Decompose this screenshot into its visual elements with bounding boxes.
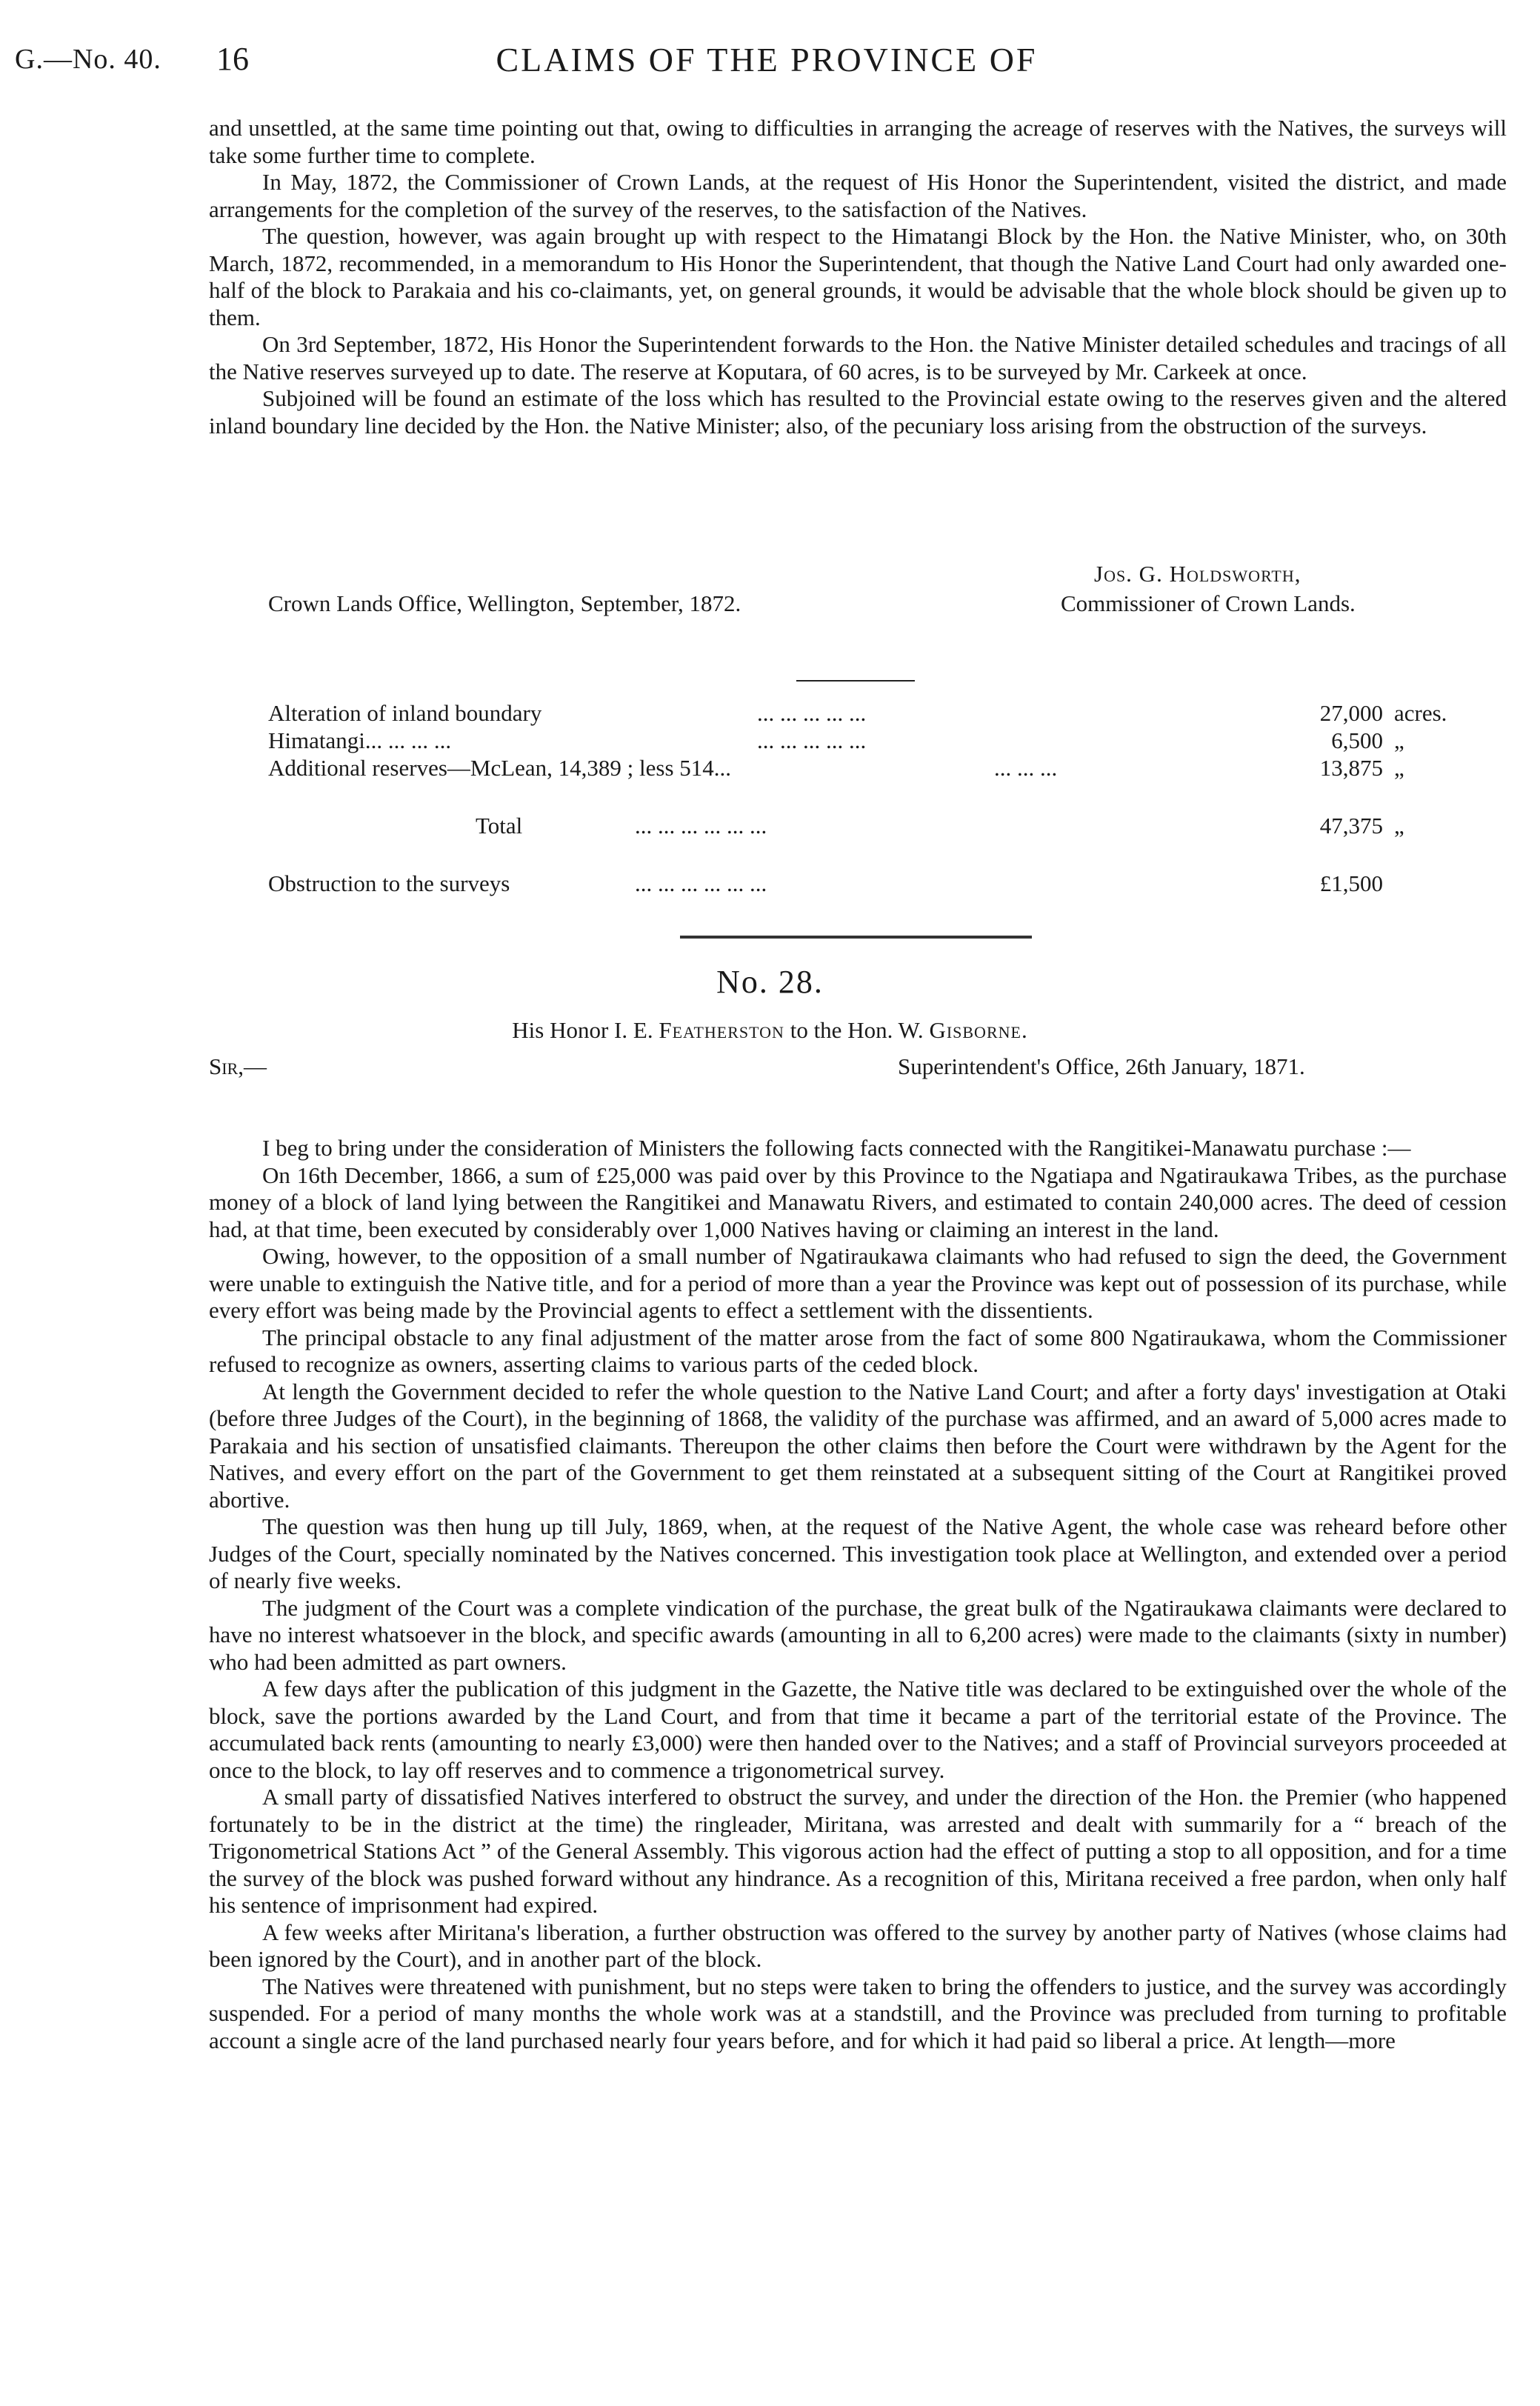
intro-text [209,115,1507,439]
salutation: Sir,— [209,1053,267,1079]
row-value: £1,500 [1319,870,1383,896]
letter-heading [0,1017,1540,1044]
row-unit: „ [1394,813,1404,839]
running-header [15,37,1519,81]
paragraph: and unsettled, at the same time pointing out that, owing to difficulties in arranging the acreage of reserves with the Natives, the surveys will take some further time to complete. [209,115,1507,168]
row-label: Himatangi... ... ... ... [268,727,452,753]
section-divider [680,936,1032,939]
row-label: Obstruction to the surveys [268,870,510,896]
from-name: Featherston [659,1017,784,1043]
paragraph: A small party of dissatisfied Natives interfered to obstruct the survey, and under the direction of the Hon. the Premier (who happened fortunately to be in the district at the time) the ringleader, Miritana, was arrested and dealt with summarily for a “ breach of the Trigonometrical Stations Act ” of the General Assembly. This vigorous action had the effect of putting a stop to all opposition, and for a time the survey of the block was pushed forward without any hindrance. As a recognition of this, Miritana received a free pardon, when only half his sentence of imprisonment had expired. [209,1784,1507,1918]
leader-dots: ... ... ... ... ... [757,727,867,753]
row-value: 27,000 [1319,700,1383,726]
row-value: 6,500 [1331,727,1383,753]
table-row [268,727,1468,757]
from-prefix: His Honor I. E. [512,1017,653,1043]
dateline: Superintendent's Office, 26th January, 1871. [898,1053,1305,1079]
table-row [268,870,1468,900]
paragraph: The question, however, was again brought up with respect to the Himatangi Block by the Hon. the Native Minister, who, on 30th March, 1872, recommended, in a memorandum to His Honor the Superintendent, that though the Native Land Court had only awarded one-half of the block to Parakaia and his co-claimants, yet, on general grounds, it would be advisable that the whole block should be given up to them. [209,223,1507,330]
paragraph: The judgment of the Court was a complete vindication of the purchase, the great bulk of the Ngatiraukawa claimants were declared to have no interest whatsoever in the block, and specific awards (amounting in all to 6,200 acres) were made to the claimants (sixty in number) who had been admitted as part owners. [209,1594,1507,1675]
running-title: CLAIMS OF THE PROVINCE OF [496,41,1038,79]
row-label: Total [476,813,523,839]
paper-reference: G.—No. 40. [15,44,161,75]
paragraph: The principal obstacle to any final adjustment of the matter arose from the fact of some 800 Ngatiraukawa, whom the Commissioner refused to recognize as owners, asserting claims to various parts of the ceded block. [209,1324,1507,1377]
table-row [268,700,1468,730]
paragraph: I beg to bring under the consideration of Ministers the following facts connected with the Rangitikei-Manawatu purchase :— [262,1135,1411,1161]
row-value: 47,375 [1319,813,1383,839]
row-label: Additional reserves—McLean, 14,389 ; less 514... [268,755,732,781]
paragraph: Owing, however, to the opposition of a small number of Ngatiraukawa claimants who had refused to sign the deed, the Government were unable to extinguish the Native title, and for a period of more than a year the Province was kept out of possession of its purchase, while every effort was being made by the Provincial agents to effect a settlement with the dissentients. [209,1243,1507,1323]
row-label: Alteration of inland boundary [268,700,542,726]
paragraph: A few days after the publication of this judgment in the Gazette, the Native title was declared to be extinguished over the whole of the block, save the portions awarded by the Land Court, and from that time it became a part of the territorial estate of the Province. The accumulated back rents (amounting to nearly £3,000) were then handed over to the Natives; and a staff of Provincial surveyors proceeded at once to the block, to lay off reserves and to commence a trigonometrical survey. [209,1676,1507,1783]
page-number: 16 [216,41,249,77]
row-unit: acres. [1394,700,1447,726]
signature-office: Crown Lands Office, Wellington, September, 1872. [268,590,741,616]
leader-dots: ... ... ... ... ... [757,700,867,726]
letter-body [209,1135,1507,2054]
paragraph: The Natives were threatened with punishment, but no steps were taken to bring the offenders to justice, and the survey was accordingly suspended. For a period of many months the whole work was at a standstill, and the Province was precluded from turning to profitable account a single acre of the land purchased nearly four years before, and for which it had paid so liberal a price. At length—more [209,1973,1507,2053]
paragraph: The question was then hung up till July, 1869, when, at the request of the Native Agent, the whole case was reheard before other Judges of the Court, specially nominated by the Natives concerned. This investigation took place at Wellington, and extended over a period of nearly five weeks. [209,1513,1507,1593]
paragraph: A few weeks after Miritana's liberation, a further obstruction was offered to the survey by another party of Natives (whose claims had been ignored by the Court), and in another part of the block. [209,1919,1507,1972]
table-row-total [268,813,1468,842]
leader-dots: ... ... ... [994,755,1058,781]
divider-rule [796,680,915,682]
leader-dots: ... ... ... ... ... ... [635,813,767,839]
table-row [268,755,1468,784]
signatory-name: Jos. G. Holdsworth, [1094,561,1301,587]
signature-block [209,561,1507,650]
row-unit: „ [1394,755,1404,781]
paragraph: On 16th December, 1866, a sum of £25,000 was paid over by this Province to the Ngatiapa and Ngatiraukawa Tribes, as the purchase money of a block of land lying between the Rangitikei and Manawatu Rivers, and estimated to contain 240,000 acres. The deed of cession had, at that time, been executed by considerably over 1,000 Natives having or claiming an interest in the land. [209,1162,1507,1242]
row-unit: „ [1394,727,1404,753]
signatory-role: Commissioner of Crown Lands. [1061,590,1356,616]
paragraph: In May, 1872, the Commissioner of Crown Lands, at the request of His Honor the Superintendent, visited the district, and made arrangements for the completion of the survey of the reserves, to the satisfaction of the Natives. [209,169,1507,222]
row-value: 13,875 [1319,755,1383,781]
document-number: No. 28. [716,964,824,1000]
to-name: Gisborne. [929,1017,1028,1043]
leader-dots: ... ... ... ... ... ... [635,870,767,896]
paragraph: At length the Government decided to refer the whole question to the Native Land Court; and after a forty days' investigation at Otaki (before three Judges of the Court), in the beginning of 1868, the validity of the purchase was affirmed, and an award of 5,000 acres made to Parakaia and his section of unsatisfied claimants. Thereupon the other claims then before the Court were withdrawn by the Agent for the Natives, and every effort on the part of the Government to get them reinstated at a subsequent sitting of the Court at Rangitikei proved abortive. [209,1378,1507,1513]
to-prefix: to the Hon. W. [790,1017,924,1043]
paragraph: Subjoined will be found an estimate of the loss which has resulted to the Provincial estate owing to the reserves given and the altered inland boundary line decided by the Hon. the Native Minister; also, of the pecuniary loss arising from the obstruction of the surveys. [209,385,1507,439]
paragraph: On 3rd September, 1872, His Honor the Superintendent forwards to the Hon. the Native Minister detailed schedules and tracings of all the Native reserves surveyed up to date. The reserve at Koputara, of 60 acres, is to be surveyed by Mr. Carkeek at once. [209,331,1507,384]
